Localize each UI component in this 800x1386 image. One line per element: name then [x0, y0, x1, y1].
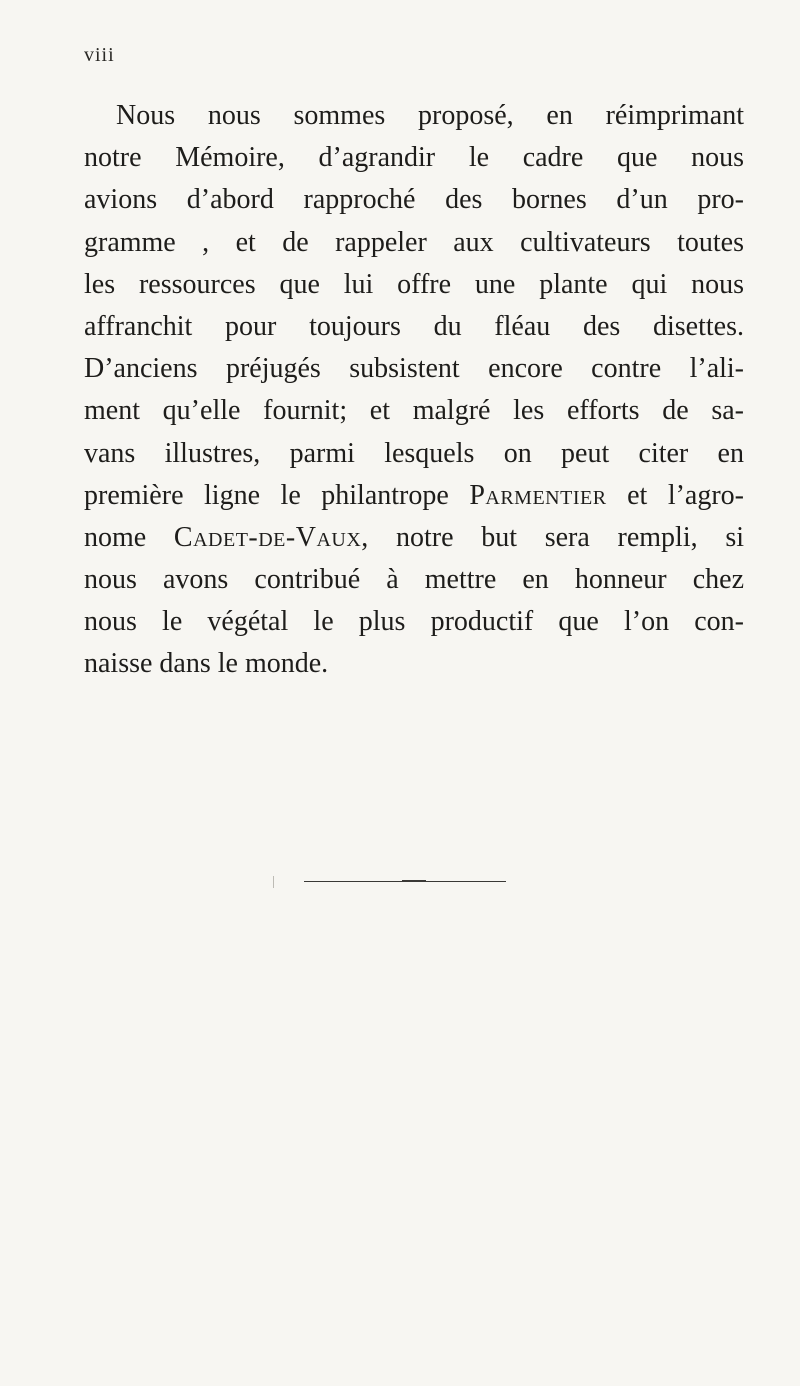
paper-speck — [273, 876, 274, 888]
text-line: avions d’abord rapproché des bornes d’un pro- — [84, 184, 744, 216]
text-line: ment qu’elle fournit; et malgré les efforts de sa- — [84, 395, 744, 427]
text-fragment: première ligne le philantrope — [84, 479, 470, 511]
text-line: gramme , et de rappeler aux cultivateurs toutes — [84, 226, 744, 258]
text-line: vans illustres, parmi lesquels on peut citer en — [84, 437, 744, 469]
text-line — [84, 475, 744, 517]
text-fragment: et l’agro- — [606, 479, 745, 511]
text-line: les ressources que lui offre une plante qui nous — [84, 268, 744, 300]
text-fragment: , notre but sera rempli, si — [361, 521, 744, 553]
text-line: affranchit pour toujours du fléau des disettes. — [84, 310, 744, 342]
text-line: nous le végétal le plus productif que l’on con- — [84, 606, 744, 638]
person-name-parmentier: Parmentier — [469, 479, 607, 511]
body-paragraph — [84, 95, 744, 686]
text-line: naisse dans le monde. — [84, 648, 329, 680]
text-line: Nous nous sommes proposé, en réimprimant — [116, 100, 744, 131]
text-line: nous avons contribué à mettre en honneur chez — [84, 564, 744, 596]
section-divider-swell — [402, 880, 426, 882]
text-line — [84, 517, 744, 559]
person-name-cadet-de-vaux: Cadet-de-Vaux — [173, 521, 362, 553]
text-fragment: nome — [84, 521, 174, 553]
text-line: D’anciens préjugés subsistent encore contre l’ali- — [84, 353, 744, 385]
text-line: notre Mémoire, d’agrandir le cadre que nous — [84, 142, 744, 174]
page-number: viii — [84, 44, 115, 66]
